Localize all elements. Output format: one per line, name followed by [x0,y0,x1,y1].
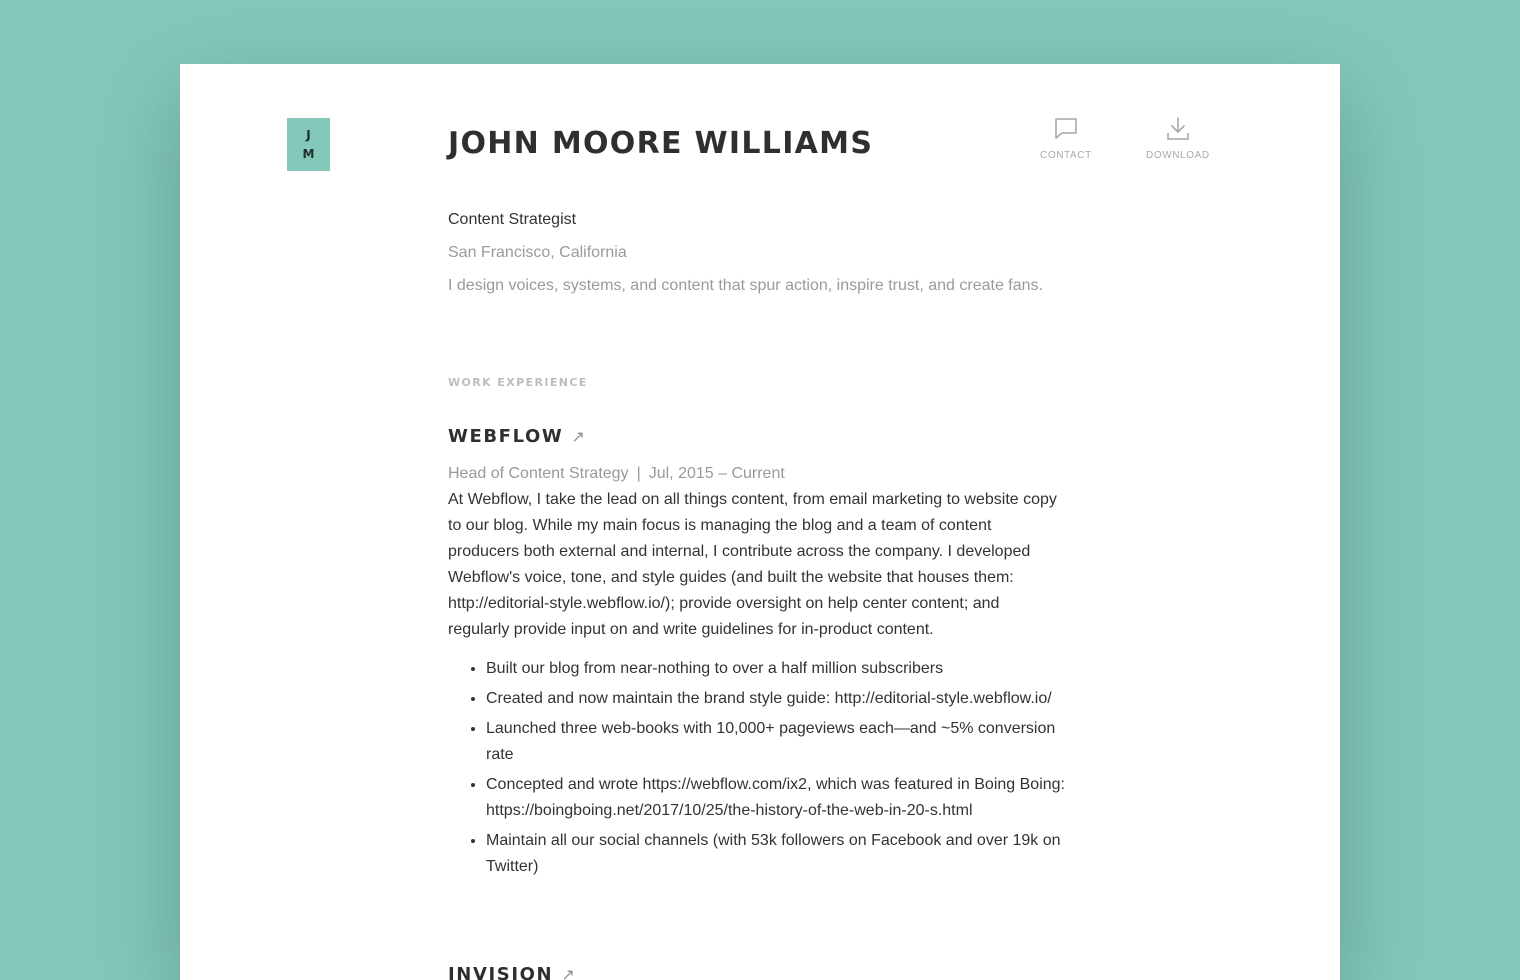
contact-button[interactable] [1040,116,1092,161]
job-highlights-list [448,656,1068,884]
download-icon [1165,116,1191,142]
list-item: • Built our blog from near-nothing to over a half million subscribers [486,656,1068,682]
contact-label: CONTACT [1040,150,1092,161]
download-label: DOWNLOAD [1146,150,1210,161]
job-dates: Jul, 2015 – Current [648,465,785,482]
profile-location: San Francisco, California [448,244,627,261]
profile-name: JOHN MOORE WILLIAMS [448,126,874,161]
list-item: • Launched three web-books with 10,000+ pageviews each—and ~5% conversion rate [486,716,1068,768]
external-link-arrow-icon: ↗ [561,965,575,980]
profile-role: Content Strategist [448,211,577,228]
monogram-initial-first: J [306,127,311,142]
monogram-logo [287,118,330,171]
resume-card [180,64,1340,980]
list-item: • Created and now maintain the brand style guide: http://editorial-style.webflow.io/ [486,686,1068,712]
meta-separator: | [636,465,641,482]
list-item: • Maintain all our social channels (with 53k followers on Facebook and over 19k on Twitter) [486,828,1068,880]
download-button[interactable] [1146,116,1210,161]
job-description: At Webflow, I take the lead on all things content, from email marketing to website copy to our blog. While my main focus is managing the blog and a team of content producers both external and internal, I contribute across the company. I developed Webflow's voice, tone, and style guides (and built the website that houses them: http://editorial-style.webflow.io/); provide oversight on help center content; and regularly provide input on and write guidelines for in-product content. [448,491,1057,638]
list-item: • Concepted and wrote https://webflow.com/ix2, which was featured in Boing Boing: https://boingboing.net/2017/10/25/the-history-of-the-web-in-20-s.html [486,772,1068,824]
speech-bubble-icon [1053,116,1079,142]
job-title: Head of Content Strategy [448,465,629,482]
profile-tagline: I design voices, systems, and content that spur action, inspire trust, and create fans. [448,277,1043,294]
monogram-initial-second: M [302,146,315,161]
work-experience-heading: WORK EXPERIENCE [448,376,588,389]
external-link-arrow-icon: ↗ [571,427,585,446]
company-name: INVISION [448,964,554,980]
company-name: WEBFLOW [448,426,564,447]
company-link-webflow[interactable] [448,426,585,447]
job-meta [448,462,785,486]
intro-block [448,206,1128,305]
company-link-invision[interactable] [448,964,575,980]
